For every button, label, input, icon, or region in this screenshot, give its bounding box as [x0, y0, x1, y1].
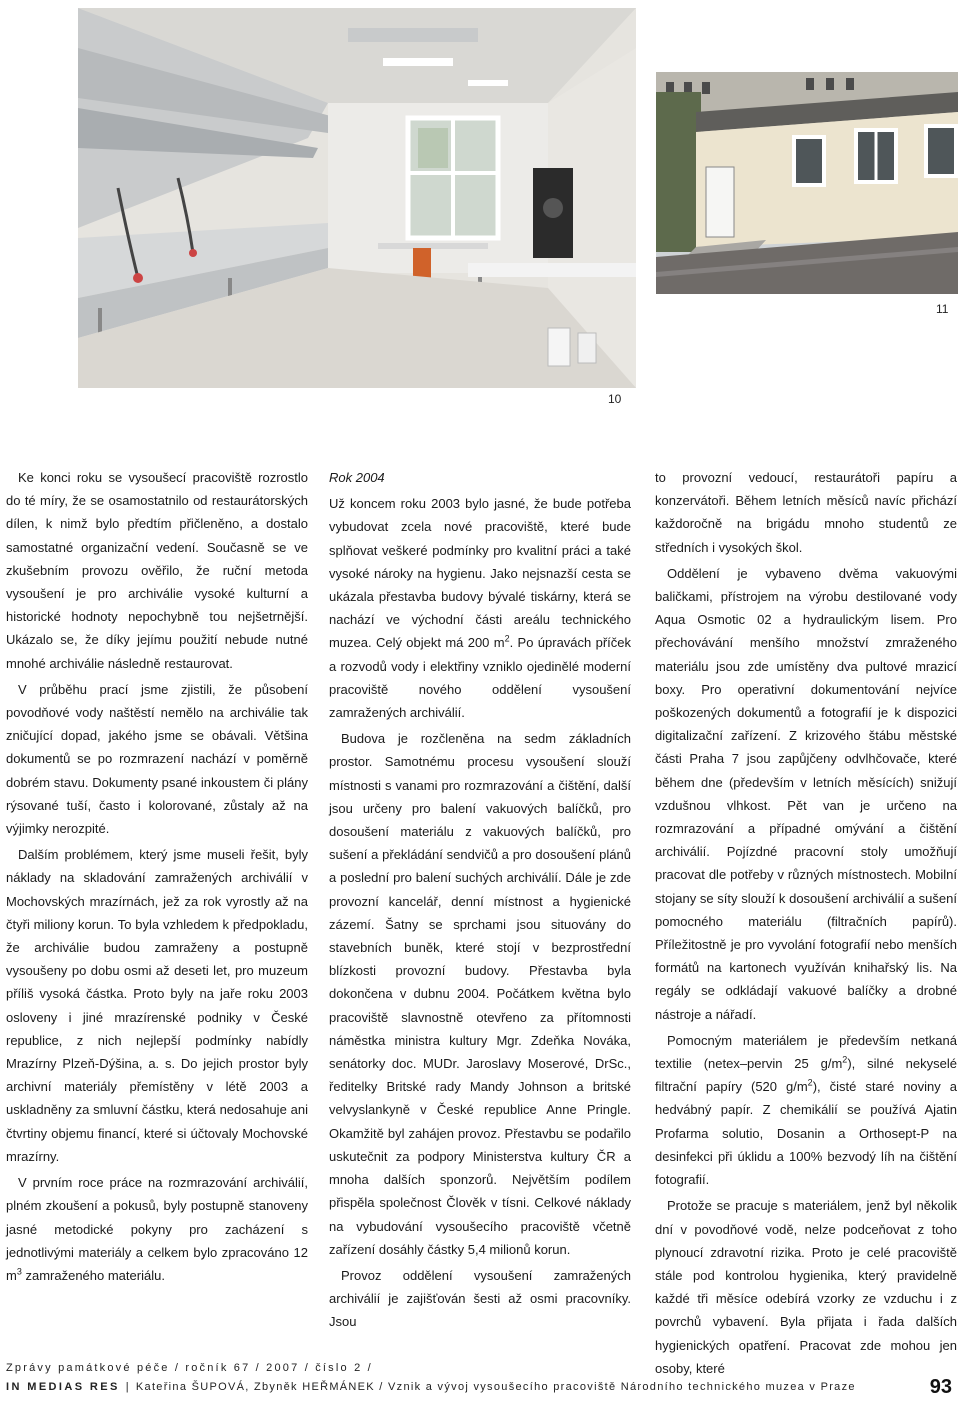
article-credit: Kateřina ŠUPOVÁ, Zbyněk HEŘMÁNEK / Vznik a vývoj vysoušecího pracoviště Národního technického muzea v Praze	[135, 1381, 856, 1393]
article-info	[6, 1381, 856, 1393]
building-photo	[656, 72, 958, 294]
paragraph: Protože se pracuje s materiálem, jenž byl několik dní v povodňové vodě, nelze podceňovat z toho plynoucí zdravotní rizika. Proto je celé pracoviště stále pod kontrolou hygienika, který pravidelně každé tři měsíce odebírá vzorky ze vzduchu i z povrchů vybavení. Byla přijata i řada dalších hygienických opatření. Pracovat zde mohou jen osoby, které	[655, 1198, 957, 1376]
paragraph: Ke konci roku se vysoušecí pracoviště rozrostlo do té míry, že se osamostatnilo od restaurátorských dílen, k nimž bylo předtím přičleněno, a dostalo samostatné organizační vedení. Současně se ve zkušebním provozu ověřilo, že ruční metoda vysoušení je pro archiválie vysoké kulturní a historické hodnoty nepochybně tou nejšetrnější. Ukázalo se, že díky jejímu použití nebude nutné mnohé archiválie následně restaurovat.	[6, 470, 308, 671]
text-column-left	[6, 466, 308, 1287]
paragraph: Provoz oddělení vysoušení zamražených archiválií je zajišťován šesti až osmi pracovníky. Jsou	[329, 1267, 631, 1330]
paragraph: Pomocným materiálem je především netkaná textilie (netex–pervin 25 $g/m^2$), silné nekyselé filtrační papíry (520 $g/m^2$), čisté staré noviny a hedvábný papír. Z chemikálií se používá Ajatin Profarma solutio, Dosanin a Orthosept-P na desinfekci při úklidu a 100% bezvodý líh na čištění fotografií.	[655, 1032, 957, 1188]
laboratory-photo	[78, 8, 636, 388]
paragraph: Budova je rozčleněna na sedm základních prostor. Samotnému procesu vysoušení slouží místnosti s vanami pro rozmrazování a čištění, další jsou určeny pro balení vakuových balíčků, pro dosoušení materiálu z vakuových balíčků, pro sušení a překládání sendvičů a pro dosoušení plánů a poslední pro balení suchých archiválií. Dále je zde provozní kancelář, denní místnost a hygienické zázemí. Šatny se sprchami jsou situovány do stavebních buněk, které stojí v bezprostřední blízkosti provozní budovy. Přestavba byla dokončena v dubnu 2004. Počátkem května bylo pracoviště slavnostně otevřeno za přítomnosti náměstka ministra kultury Mgr. Zdeňka Nováka, senátorky doc. MUDr. Jaroslavy Moserové, DrSc., ředitelky Britské rady Mandy Johnson a britské velvyslankyně v České republice Anne Pringle. Okamžitě byl zahájen provoz. Přestavbu se podařilo uskutečnit za podpory Ministerstva kultury ČR a mnoha dalších sponzorů. Největším podílem přispěla společnost Člověk v tísni. Celkové náklady na vybudování vysoušecího pracoviště včetně zařízení dosáhly částky 5,4 milionů korun.	[329, 731, 631, 1257]
paragraph: Dalším problémem, který jsme museli řešit, byly náklady na skladování zamražených archiválií v Mochovských mrazírnách, jež za rok vyrostly až na čtyři miliony korun. To byla vzhledem k předpokladu, že archiválie budou zamraženy a postupně vysoušeny po dobu osmi až deseti let, pro muzeum příliš vysoká částka. Proto byly na jaře roku 2003 osloveny i jiné mrazírenské podniky v České republice, z nich nejlepší podmínky nabídly Mrazírny Plzeň-Dýšina, a. s. Do jejich prostor byly archivní materiály přemístěny v létě 2003 a uskladněny za smluvní částku, která nedosahuje ani čtvrtiny objemu financí, které si účtovaly Mochovské mrazírny.	[6, 847, 308, 1164]
figure-number-left: 10	[608, 392, 622, 406]
section-heading: Rok 2004	[329, 470, 385, 485]
separator: |	[125, 1381, 130, 1393]
section-name: IN MEDIAS RES	[6, 1381, 120, 1393]
paragraph: Už koncem roku 2003 bylo jasné, že bude potřeba vybudovat zcela nové pracoviště, které bude splňovat veškeré podmínky pro kvalitní práci a také vysoké nároky na hygienu. Jako nejsnazší cesta se ukázala přestavba budovy bývalé tiskárny, která se nachází ve východní části areálu technického muzea. Celý objekt má 200 $m^2$. Po úpravách příček a rozvodů vody i elektřiny vzniklo ojedinělé moderní pracoviště nového oddělení vysoušení zamražených archiválií.	[329, 496, 631, 721]
paragraph: Oddělení je vybaveno dvěma vakuovými baličkami, přístrojem na výrobu destilované vody Aqua Osmotic 02 a hydraulickým lisem. Pro přechovávání menšího množství zmraženého materiálu jsou zde umístěny dva pultové mrazicí boxy. Pro operativní dokumentování nejvíce poškozených dokumentů a fotografií je k dispozici digitalizační zařízení. Z krizového štábu městské části Praha 7 jsou zapůjčeny odvlhčovače, které během dne (především v letních měsících) snižují vzdušnou vlhkost. Pět van je určeno na rozmrazování a případné omývání a čištění archiválií. Pojízdné pracovní stoly umožňují pracovat dle potřeby v různých místnostech. Mobilní stojany se síty slouží k dosoušení archiválií a sušení pomocného materiálu (filtračních papírů). Příležitostně je pro vyvolání fotografií nebo menších formátů na kartonech využíván knihařský lis. Na regály se odkládají vakuové balíčky a drobné nástroje a nářadí.	[655, 565, 957, 1022]
paragraph: V prvním roce práce na rozmrazování archiválií, plném zkoušení a pokusů, byly postupně stanoveny jasné metodické pokyny pro zacházení s jednotlivými materiály a celkem bylo zpracováno 12 $m^3$ zamraženého materiálu.	[6, 1175, 308, 1283]
text-column-middle	[329, 466, 631, 1334]
paragraph: V průběhu prací jsme zjistili, že působení povodňové vody naštěstí nemělo na archiválie tak zničující dopad, jakého jsme se obávali. Většina dokumentů se po rozmrazení nachází v poměrně dobrém stavu. Dokumenty psané inkoustem či plány rýsované tuší, často i kolorované, zůstaly až na výjimky nerozpité.	[6, 681, 308, 837]
journal-info: Zprávy památkové péče / ročník 67 / 2007 / číslo 2 /	[6, 1362, 373, 1374]
page-footer	[0, 1352, 960, 1403]
text-column-right	[655, 466, 957, 1380]
figure-number-right: 11	[936, 302, 949, 316]
page-number: 93	[929, 1376, 952, 1398]
paragraph: to provozní vedoucí, restaurátoři papíru a konzervátoři. Během letních měsíců navíc přichází každoročně na brigádu mnoho studentů ze středních i vysokých škol.	[655, 470, 957, 555]
